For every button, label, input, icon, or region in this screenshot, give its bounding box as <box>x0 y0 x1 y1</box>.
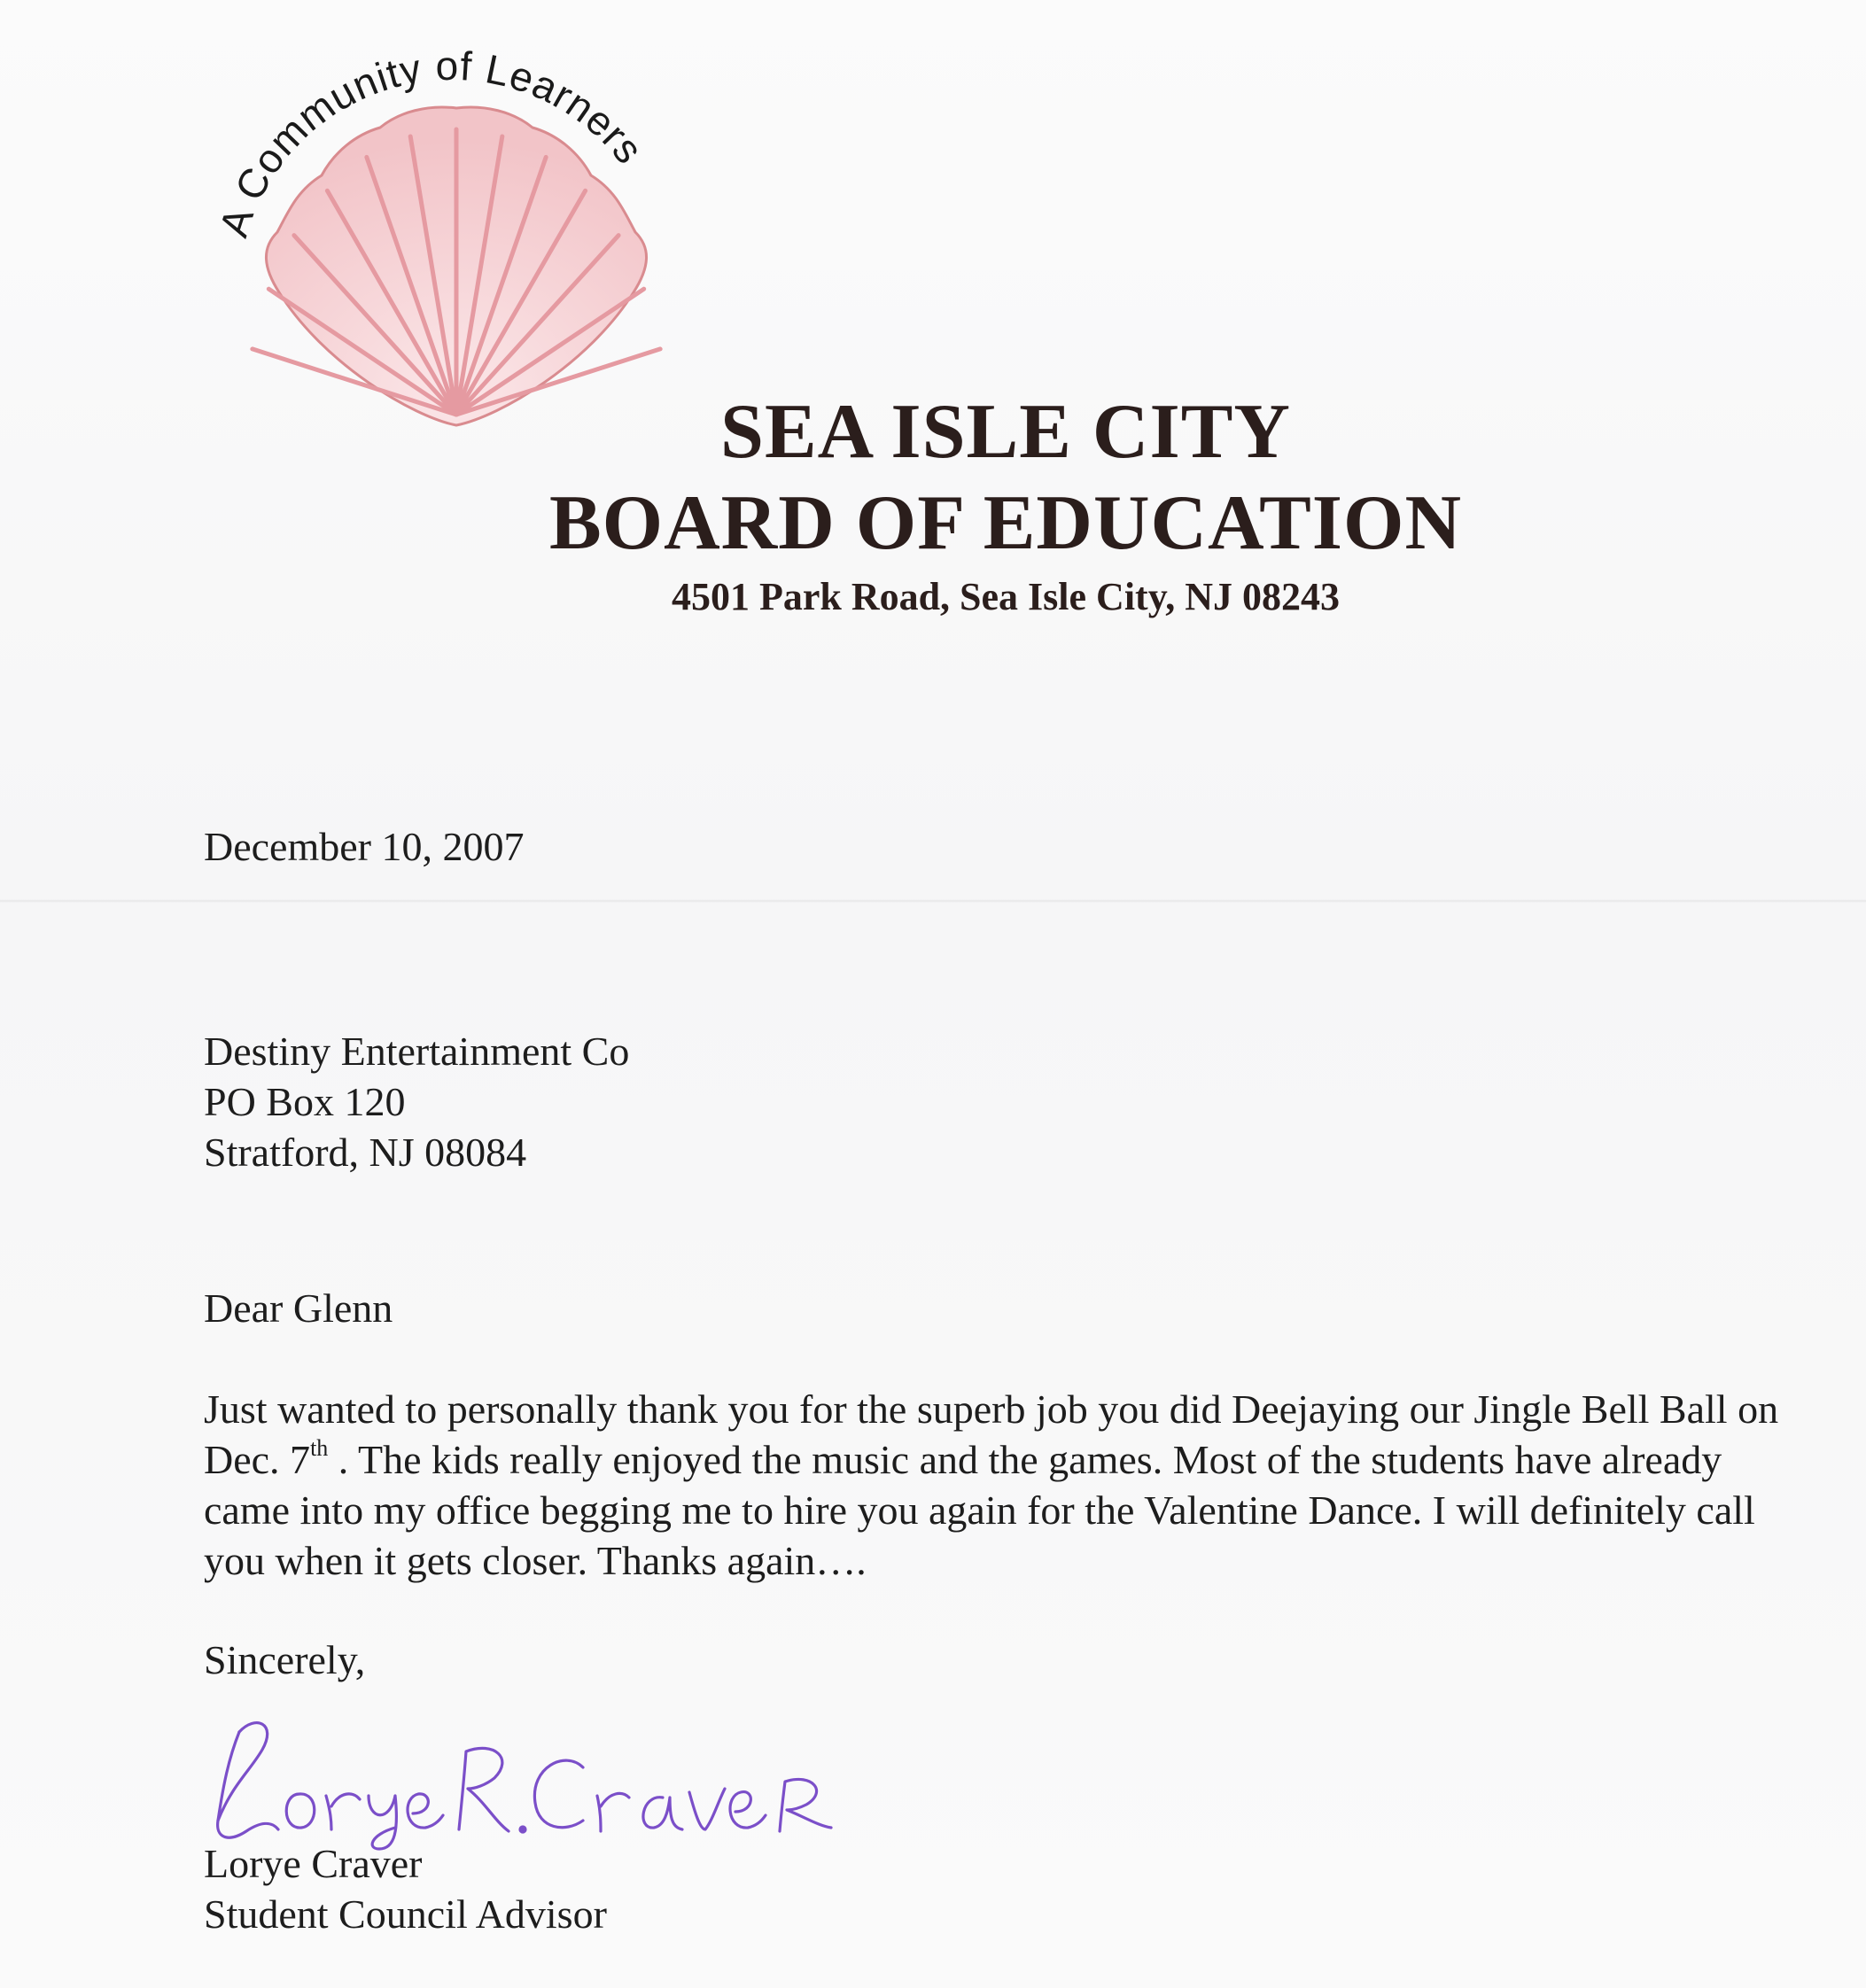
handwritten-signature <box>193 1697 893 1852</box>
ordinal-suffix: th <box>310 1435 329 1461</box>
body-text-part2: . The kids really enjoyed the music and the games. Most of the students have already came into my office begging me to hire you again for the Valentine Dance. I will definitely call you when it gets closer. Thanks again…. <box>204 1437 1755 1583</box>
signer-title: Student Council Advisor <box>204 1891 607 1937</box>
letterhead-address: 4501 Park Road, Sea Isle City, NJ 08243 <box>671 575 1341 618</box>
letterhead-title-line1: SEA ISLE CITY <box>720 389 1291 475</box>
letterhead-title-line2: BOARD OF EDUCATION <box>548 480 1463 566</box>
closing: Sincerely, <box>204 1637 366 1682</box>
seashell-icon <box>253 107 660 425</box>
paper-fold-crease <box>0 899 1866 903</box>
salutation: Dear Glenn <box>204 1285 393 1331</box>
letterhead-logo <box>190 27 722 443</box>
recipient-po-box: PO Box 120 <box>204 1079 406 1124</box>
letter-date: December 10, 2007 <box>204 824 525 869</box>
logo-motto-text: A Community of Learners <box>210 42 653 243</box>
recipient-address-block <box>204 1026 629 1177</box>
letter-body-paragraph <box>204 1384 1790 1586</box>
recipient-city-state-zip: Stratford, NJ 08084 <box>204 1130 527 1175</box>
signer-name: Lorye Craver <box>204 1841 423 1886</box>
recipient-company: Destiny Entertainment Co <box>204 1029 630 1074</box>
body-text-part1: Just wanted to personally thank you for the superb job you did Deejaying our Jingle Bell Ball on Dec. 7 <box>204 1386 1779 1482</box>
